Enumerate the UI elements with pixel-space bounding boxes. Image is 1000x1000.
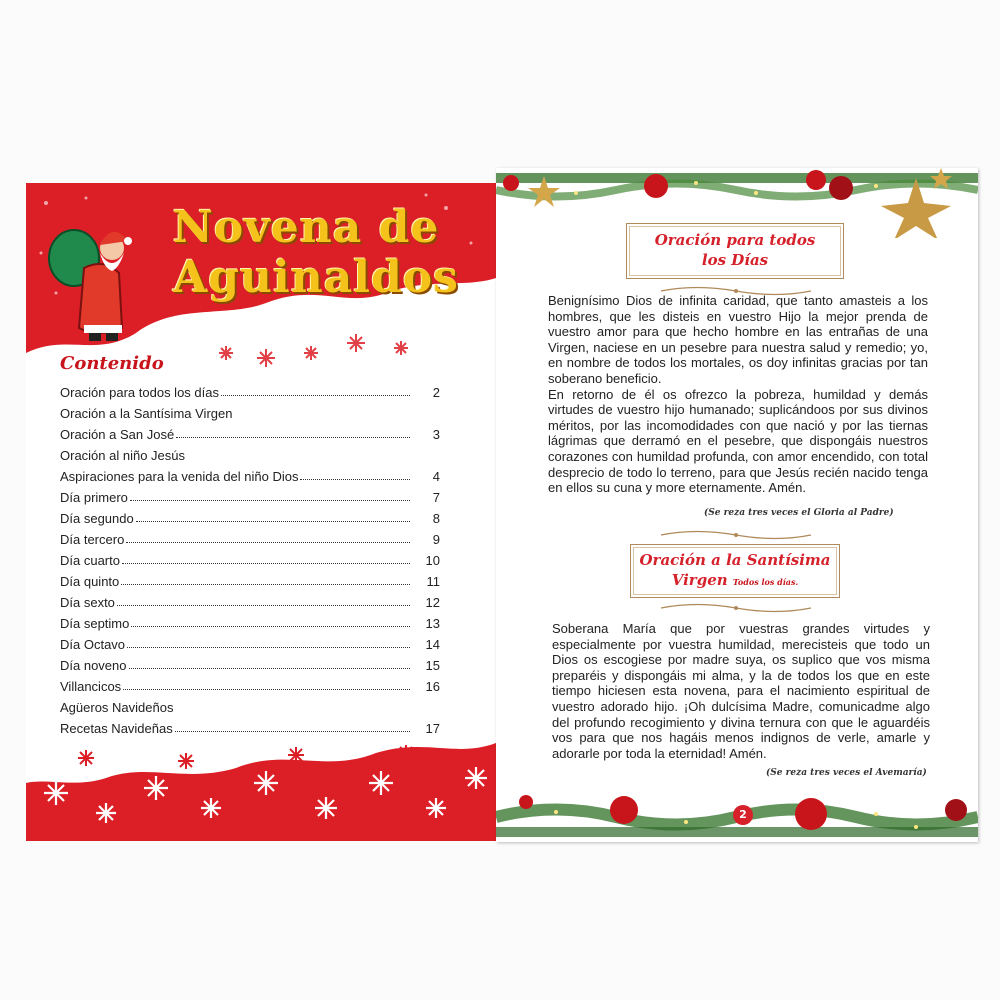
paragraph: Benignísimo Dios de infinita caridad, que tanto amasteis a los hombres, que les disteis en vuestro Hijo la mejor prenda de vuestro amor para que hecho hombre en las entrañas de una Virgen, naciese en un pesebre para nuestra salud y remedio; yo, en nombre de todos los mortales, os doy infinitas gracias por tan soberano beneficio. [548,293,928,386]
toc-page-number: 15 [425,658,440,673]
toc-label: Oración al niño Jesús [60,448,186,463]
toc-row [60,631,440,652]
toc-page-number: 14 [425,637,440,652]
toc-label: Día noveno [60,658,127,673]
toc-leader-dots [175,731,410,732]
toc-leader-dots [300,479,410,480]
toc-label: Agüeros Navideños [60,700,174,715]
prayer-text-2: Soberana María que por vuestras grandes virtudes y especialmente por vuestra humildad, merecisteis que todo un Dios os escogiese por madre suya, os suplico que vos misma preparéis y dispongáis mi alma, y la de todos los que en este tiempo hiciesen esta novena, para el nacimiento espiritual de vuestro adorado hijo. ¡Oh dulcísima Madre, comunicadme algo del profundo recogimiento y divina ternura con que le aguardéis vos para que nos hagáis menos indignos de verle, amarle y adorarle por toda la eternidad! Amén. [552,621,930,761]
right-page [496,168,978,842]
toc-leader-dots [127,647,410,648]
toc-leader-dots [126,542,410,543]
toc-label: Aspiraciones para la venida del niño Dios [60,469,299,484]
toc-label: Día quinto [60,574,120,589]
toc-leader-dots [123,689,410,690]
toc-row [60,463,440,484]
toc-row [60,379,440,400]
toc-leader-dots [121,584,410,585]
toc-leader-dots [136,521,410,522]
toc-page-number: 9 [432,532,440,547]
toc-row [60,673,440,694]
toc-row [60,694,440,715]
toc-leader-dots [131,626,410,627]
toc-label: Día segundo [60,511,134,526]
toc-row [60,505,440,526]
instruction-note: (Se reza tres veces el Avemaría) [766,768,927,778]
toc-leader-dots [130,500,410,501]
toc-page-number: 16 [425,679,440,694]
toc-label: Villancicos [60,679,122,694]
toc-label: Día primero [60,490,128,505]
toc-row [60,715,440,736]
left-page [26,183,496,841]
heading-line: Oración para todos [654,231,816,249]
toc-label: Oración a la Santísima Virgen [60,406,233,421]
flourish-divider [656,528,816,542]
toc-leader-dots [122,563,410,564]
book-title-line2: Aguinaldos [173,252,459,303]
toc-label: Día tercero [60,532,125,547]
flourish-divider [656,601,816,615]
toc-page-number: 8 [432,511,440,526]
paragraph: En retorno de él os ofrezco la pobreza, humildad y demás virtudes de vuestro hijo humanado; suplicándoos por sus divinos méritos, por las incomodidades con que nació y por las tiernas lágrimas que derramó en el pesebre, que dispongáis nuestros corazones con humildad profunda, con amor encendido, con total desprecio de todo lo terreno, para que Jesús recién nacido tenga en ellos su cuna y more eternamente. Amén. [548,386,928,496]
toc-row [60,547,440,568]
toc-page-number: 17 [425,721,440,736]
toc-leader-dots [221,395,410,396]
toc-label: Día Octavo [60,637,126,652]
toc-leader-dots [117,605,410,606]
toc-row [60,421,440,442]
toc-leader-dots [129,668,411,669]
toc-page-number: 7 [432,490,440,505]
toc-label: Día sexto [60,595,115,610]
toc-page-number: 12 [425,595,440,610]
instruction-note: (Se reza tres veces el Gloria al Padre) [704,508,894,518]
toc-leader-dots [176,437,410,438]
toc-row [60,400,440,421]
book-title [116,203,496,303]
table-of-contents [60,379,440,736]
toc-page-number: 2 [432,385,440,400]
toc-row [60,589,440,610]
toc-row [60,568,440,589]
toc-label: Día cuarto [60,553,120,568]
toc-row [60,652,440,673]
heading-prayer-all-days [626,223,844,279]
toc-row [60,442,440,463]
heading-line: los Días [701,251,769,269]
toc-row [60,484,440,505]
toc-label: Día septimo [60,616,130,631]
heading-line: Oración a la Santísima [639,551,831,569]
toc-page-number: 11 [426,574,440,589]
toc-page-number: 13 [425,616,440,631]
toc-page-number: 3 [432,427,440,442]
toc-page-number: 4 [432,469,440,484]
toc-row [60,526,440,547]
toc-page-number: 10 [425,553,440,568]
toc-label: Recetas Navideñas [60,721,173,736]
contents-heading: Contenido [60,353,164,374]
toc-label: Oración a San José [60,427,175,442]
heading-prayer-virgin [630,544,840,598]
heading-line: Virgen [671,571,728,589]
book-title-line1: Novena de [172,202,440,253]
toc-row [60,610,440,631]
heading-subnote: Todos los días. [732,577,799,587]
prayer-text-1 [548,293,928,496]
toc-label: Oración para todos los días [60,385,219,400]
page-number: 2 [733,805,753,825]
